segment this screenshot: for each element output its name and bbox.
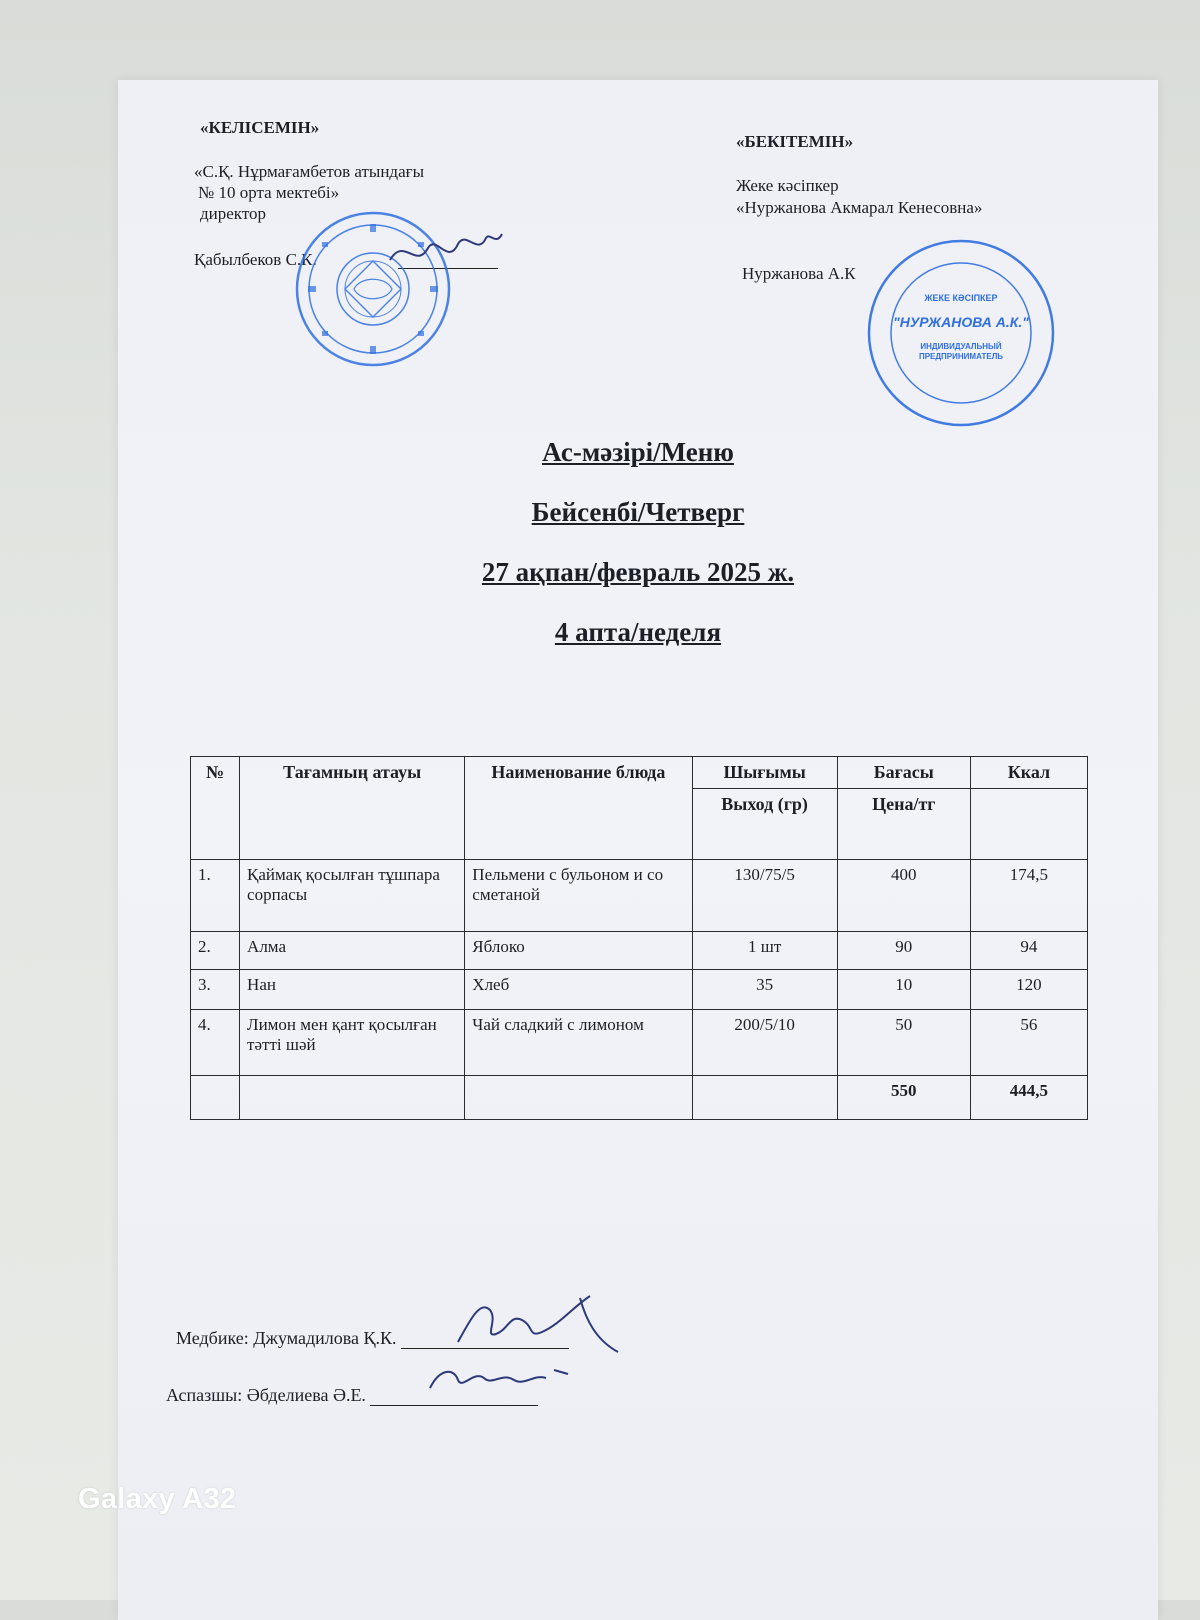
row-output: 35	[692, 970, 837, 1010]
menu-title: Ас-мәзірі/Меню	[542, 437, 734, 467]
entrepreneur-stamp: ЖЕКЕ КӘСІПКЕР "НУРЖАНОВА А.К." ИНДИВИДУАЛЬНЫЙ ПРЕДПРИНИМАТЕЛЬ	[866, 238, 1056, 428]
table-row	[191, 1010, 1088, 1076]
header-name-ru: Наименование блюда	[465, 757, 692, 860]
right-header-signer: Нуржанова А.К	[742, 264, 856, 283]
row-name-ru: Чай сладкий с лимоном	[465, 1010, 692, 1076]
left-header-line3: директор	[200, 204, 267, 223]
row-price: 50	[837, 1010, 970, 1076]
nurse-label: Медбике: Джумадилова Қ.К.	[176, 1328, 397, 1348]
row-name-ru: Яблоко	[465, 932, 692, 970]
date-title: 27 ақпан/февраль 2025 ж.	[481, 557, 795, 587]
director-signature	[386, 226, 506, 276]
left-header-signer: Қабылбеков С.К.	[194, 250, 317, 269]
menu-title-block	[118, 435, 1158, 675]
right-header-line1: Жеке кәсіпкер	[736, 176, 839, 195]
total-price: 550	[837, 1076, 970, 1120]
table-row	[191, 970, 1088, 1010]
menu-table	[190, 756, 1088, 1120]
row-kcal: 174,5	[970, 860, 1087, 932]
row-name-kz: Нан	[240, 970, 465, 1010]
left-header-line1: «С.Қ. Нұрмағамбетов атындағы	[194, 162, 425, 181]
header-kcal: Ккал	[970, 757, 1087, 789]
camera-watermark: Galaxy A32	[78, 1483, 237, 1515]
row-name-ru: Хлеб	[465, 970, 692, 1010]
row-price: 400	[837, 860, 970, 932]
cook-signature	[418, 1360, 588, 1400]
row-name-kz: Қаймақ қосылған тұшпара сорпасы	[240, 860, 465, 932]
table-header-row	[191, 757, 1088, 789]
approve-left-title: «КЕЛІСЕМІН»	[200, 118, 320, 137]
row-name-kz: Лимон мен қант қосылған тәтті шәй	[240, 1010, 465, 1076]
header-output: Шығымы	[692, 757, 837, 789]
row-name-kz: Алма	[240, 932, 465, 970]
week-title: 4 апта/неделя	[554, 617, 722, 647]
totals-empty-kz	[240, 1076, 465, 1120]
totals-empty-output	[692, 1076, 837, 1120]
row-output: 130/75/5	[692, 860, 837, 932]
total-kcal: 444,5	[970, 1076, 1087, 1120]
table-row	[191, 860, 1088, 932]
row-kcal: 56	[970, 1010, 1087, 1076]
table-row	[191, 932, 1088, 970]
left-header-line2: № 10 орта мектебі»	[198, 183, 340, 202]
table-totals-row	[191, 1076, 1088, 1120]
row-output: 200/5/10	[692, 1010, 837, 1076]
header-price: Бағасы	[837, 757, 970, 789]
header-price-sub: Цена/тг	[837, 789, 970, 860]
header-output-sub: Выход (гр)	[692, 789, 837, 860]
nurse-signature	[450, 1290, 630, 1360]
row-num: 2.	[191, 932, 240, 970]
header-kcal-sub	[970, 789, 1087, 860]
row-num: 3.	[191, 970, 240, 1010]
row-price: 10	[837, 970, 970, 1010]
row-name-ru: Пельмени с бульоном и со сметаной	[465, 860, 692, 932]
totals-empty-num	[191, 1076, 240, 1120]
right-header-line2: «Нуржанова Акмарал Кенесовна»	[736, 198, 983, 217]
weekday-title: Бейсенбі/Четверг	[531, 497, 745, 527]
row-num: 1.	[191, 860, 240, 932]
approve-right-title: «БЕКІТЕМІН»	[736, 132, 854, 151]
row-num: 4.	[191, 1010, 240, 1076]
row-kcal: 94	[970, 932, 1087, 970]
cook-label: Аспазшы: Әбделиева Ә.Е.	[166, 1385, 366, 1405]
header-name-kz: Тағамның атауы	[240, 757, 465, 860]
header-num: №	[191, 757, 240, 860]
row-kcal: 120	[970, 970, 1087, 1010]
document-sheet	[118, 80, 1158, 1620]
row-price: 90	[837, 932, 970, 970]
row-output: 1 шт	[692, 932, 837, 970]
totals-empty-ru	[465, 1076, 692, 1120]
